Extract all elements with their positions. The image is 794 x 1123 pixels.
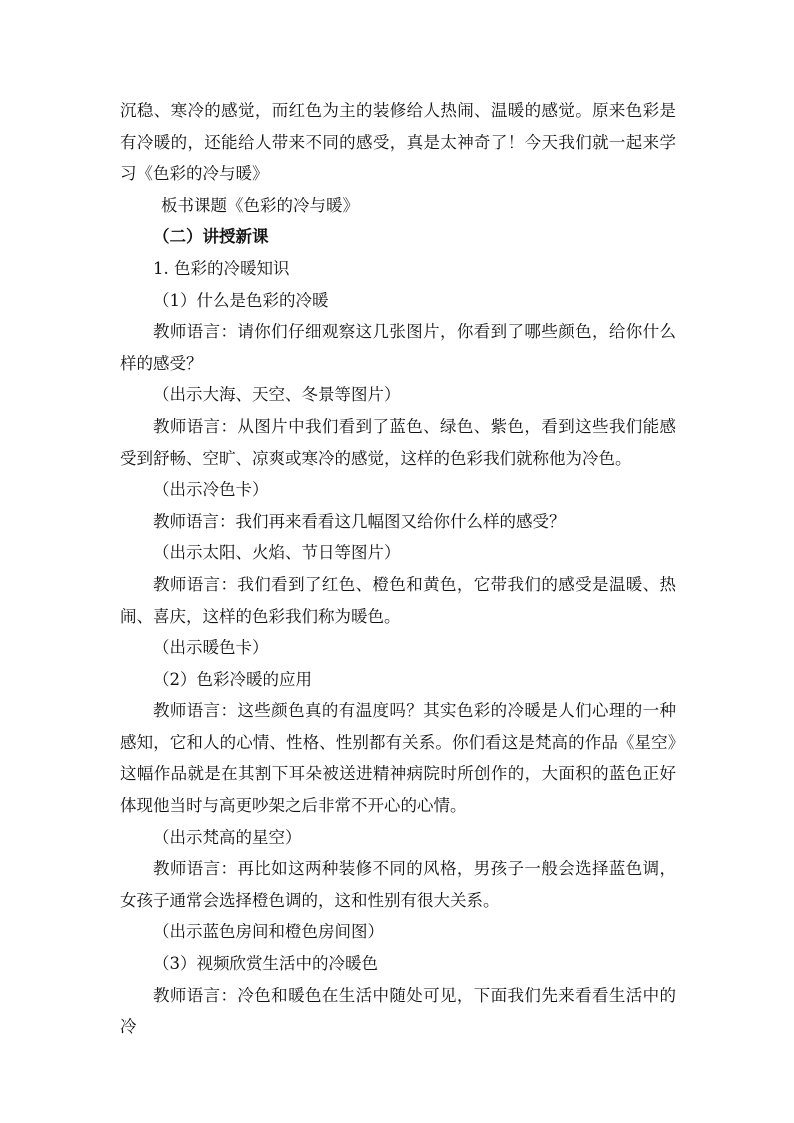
paragraph-show-warm-card: （出示暖色卡） xyxy=(153,638,269,658)
paragraph-show-sun-fire: （出示太阳、火焰、节日等图片） xyxy=(153,543,401,563)
paragraph-teacher-cool-colors: 教师语言：从图片中我们看到了蓝色、绿色、紫色，看到这些我们能感受到舒畅、空旷、凉爽或寒冷的感觉，这样的色彩我们就称他为冷色。 xyxy=(120,416,676,468)
section-heading-new-lesson: （二）讲授新课 xyxy=(153,227,269,247)
paragraph-teacher-look-again: 教师语言：我们再来看看这几幅图又给你什么样的感受？ xyxy=(153,511,566,531)
subheading-color-knowledge: 1. 色彩的冷暖知识 xyxy=(153,258,290,278)
paragraph-show-starry-night: （出示梵高的星空） xyxy=(153,827,302,847)
subheading-what-is-warm-cool: （1）什么是色彩的冷暖 xyxy=(153,290,329,310)
document-body xyxy=(120,95,676,1043)
paragraph-show-sea-sky: （出示大海、天空、冬景等图片） xyxy=(153,385,401,405)
paragraph-teacher-warm-colors: 教师语言：我们看到了红色、橙色和黄色，它带我们的感受是温暖、热闹、喜庆，这样的色彩我们称为暖色。 xyxy=(120,574,676,626)
paragraph-board-title: 板书课题《色彩的冷与暖》 xyxy=(161,195,359,215)
paragraph-teacher-everywhere: 教师语言：冷色和暖色在生活中随处可见，下面我们先来看看生活中的冷 xyxy=(120,985,676,1037)
subheading-application: （2）色彩冷暖的应用 xyxy=(153,669,312,689)
paragraph-show-rooms: （出示蓝色房间和橙色房间图） xyxy=(153,922,384,942)
paragraph-teacher-observe: 教师语言：请你们仔细观察这几张图片，你看到了哪些颜色，给你什么样的感受？ xyxy=(120,322,676,373)
paragraph-teacher-decoration: 教师语言：再比如这两种装修不同的风格，男孩子一般会选择蓝色调，女孩子通常会选择橙色调的，这和性别有很大关系。 xyxy=(120,859,676,910)
subheading-video: （3）视频欣赏生活中的冷暖色 xyxy=(153,954,378,974)
paragraph-show-cool-card: （出示冷色卡） xyxy=(153,480,269,500)
paragraph-intro-continued: 沉稳、寒冷的感觉，而红色为主的装修给人热闹、温暖的感觉。原来色彩是有冷暖的，还能给人带来不同的感受，真是太神奇了！今天我们就一起来学习《色彩的冷与暖》 xyxy=(120,101,676,184)
paragraph-teacher-van-gogh: 教师语言：这些颜色真的有温度吗？其实色彩的冷暖是人们心理的一种感知，它和人的心情、性格、性别都有关系。你们看这是梵高的作品《星空》这幅作品就是在其割下耳朵被送进精神病院时所创作的，大面积的蓝色正好体现他当时与高更吵架之后非常不开心的心情。 xyxy=(120,701,676,816)
